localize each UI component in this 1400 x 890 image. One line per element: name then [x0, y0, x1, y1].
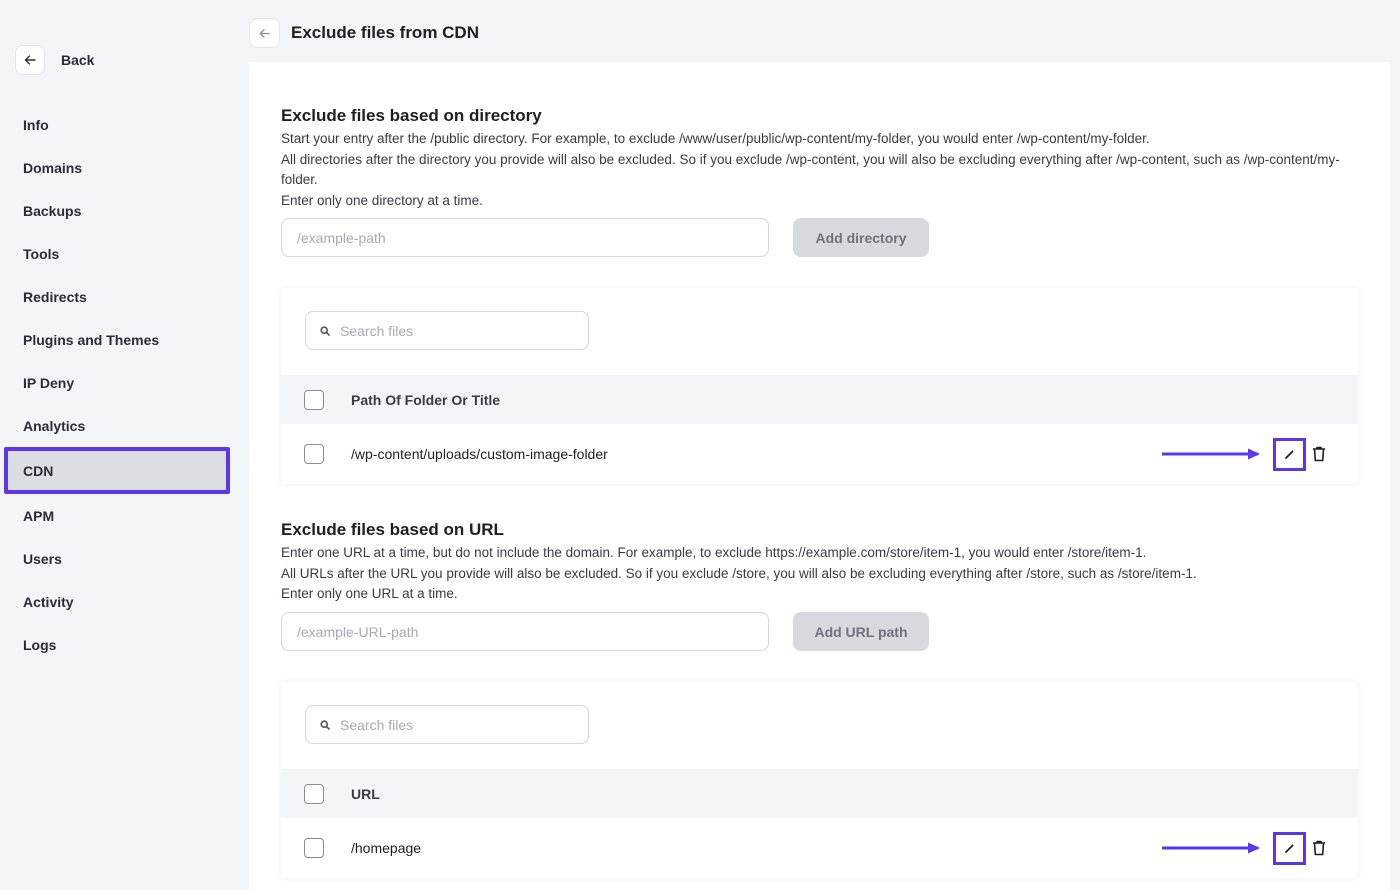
- url-desc-line-3: Enter only one URL at a time.: [281, 586, 458, 601]
- table-row: [281, 818, 1358, 878]
- url-desc-line-1: Enter one URL at a time, but do not include the domain. For example, to exclude https://example.com/store/item-1, you would enter /store/item-1.: [281, 545, 1147, 560]
- sidebar-item-ip-deny[interactable]: IP Deny: [23, 374, 75, 391]
- sidebar-item-redirects[interactable]: Redirects: [23, 288, 87, 305]
- sidebar-item-tools[interactable]: Tools: [23, 245, 60, 262]
- directory-section-title: Exclude files based on directory: [281, 106, 542, 125]
- sidebar-item-plugins-and-themes[interactable]: Plugins and Themes: [23, 331, 160, 348]
- row-checkbox[interactable]: [304, 838, 324, 858]
- arrow-right-icon: [1162, 424, 1262, 484]
- arrow-left-icon: [259, 28, 270, 39]
- sidebar-item-logs[interactable]: Logs: [23, 636, 57, 653]
- header-back-button[interactable]: [249, 18, 280, 48]
- back-link[interactable]: [15, 45, 94, 75]
- sidebar-item-cdn[interactable]: CDN: [4, 447, 230, 494]
- back-label[interactable]: Back: [61, 52, 95, 68]
- add-url-path-button[interactable]: Add URL path: [793, 612, 929, 651]
- arrow-left-icon: [24, 54, 36, 66]
- column-header-url: URL: [351, 785, 380, 802]
- search-icon: [320, 720, 330, 730]
- sidebar-item-info[interactable]: Info: [23, 116, 49, 133]
- trash-icon: [1312, 840, 1326, 856]
- select-all-checkbox[interactable]: [304, 784, 324, 804]
- edit-button[interactable]: [1273, 832, 1306, 865]
- table-header: [281, 375, 1358, 424]
- trash-icon: [1312, 446, 1326, 462]
- sidebar-item-users[interactable]: Users: [23, 550, 62, 567]
- select-all-checkbox[interactable]: [304, 390, 324, 410]
- sidebar-nav: [4, 103, 230, 666]
- page-header: [249, 18, 479, 48]
- sidebar-item-activity[interactable]: Activity: [23, 593, 74, 610]
- arrow-right-icon: [1162, 818, 1262, 878]
- row-path: /wp-content/uploads/custom-image-folder: [351, 446, 608, 462]
- directory-search-input[interactable]: [340, 323, 570, 339]
- edit-button[interactable]: [1273, 438, 1306, 471]
- delete-button[interactable]: [1311, 838, 1327, 858]
- delete-button[interactable]: [1311, 444, 1327, 464]
- url-section-title: Exclude files based on URL: [281, 520, 504, 539]
- url-table: [281, 682, 1358, 878]
- row-url: /homepage: [351, 840, 422, 856]
- directory-desc-line-3: Enter only one directory at a time.: [281, 192, 483, 208]
- directory-table: [281, 288, 1358, 484]
- table-row: [281, 424, 1358, 484]
- directory-section-description: [281, 129, 1361, 211]
- main-content: [249, 62, 1390, 890]
- sidebar-item-backups[interactable]: Backups: [23, 202, 82, 219]
- directory-search[interactable]: [305, 311, 589, 350]
- column-header-path: Path Of Folder Or Title: [351, 391, 501, 408]
- directory-desc-line-1: Start your entry after the /public directory. For example, to exclude /www/user/public/wp-content/my-folder, you would enter /wp-content/my-folder.: [281, 131, 1150, 146]
- row-checkbox[interactable]: [304, 444, 324, 464]
- sidebar-item-domains[interactable]: Domains: [23, 159, 83, 176]
- url-search[interactable]: [305, 705, 589, 744]
- search-icon: [320, 326, 330, 336]
- directory-desc-line-2: All directories after the directory you provide will also be excluded. So if you exclude /wp-content, you will also be excluding everything after /wp-content, such as /wp-content/my-folder.: [281, 151, 1340, 187]
- table-header: [281, 769, 1358, 818]
- pencil-icon: [1284, 843, 1295, 854]
- back-button[interactable]: [15, 45, 45, 75]
- sidebar-item-apm[interactable]: APM: [23, 507, 55, 524]
- sidebar: [0, 0, 249, 890]
- pencil-icon: [1284, 449, 1295, 460]
- url-section-description: [281, 543, 1361, 605]
- page-title: Exclude files from CDN: [291, 23, 479, 42]
- url-search-input[interactable]: [340, 717, 570, 733]
- url-path-input[interactable]: [281, 612, 769, 651]
- directory-path-input[interactable]: [281, 218, 769, 257]
- add-directory-button[interactable]: Add directory: [793, 218, 929, 257]
- sidebar-item-analytics[interactable]: Analytics: [23, 417, 86, 434]
- url-desc-line-2: All URLs after the URL you provide will also be excluded. So if you exclude /store, you will also be excluding everything after /store, such as /store/item-1.: [281, 565, 1197, 581]
